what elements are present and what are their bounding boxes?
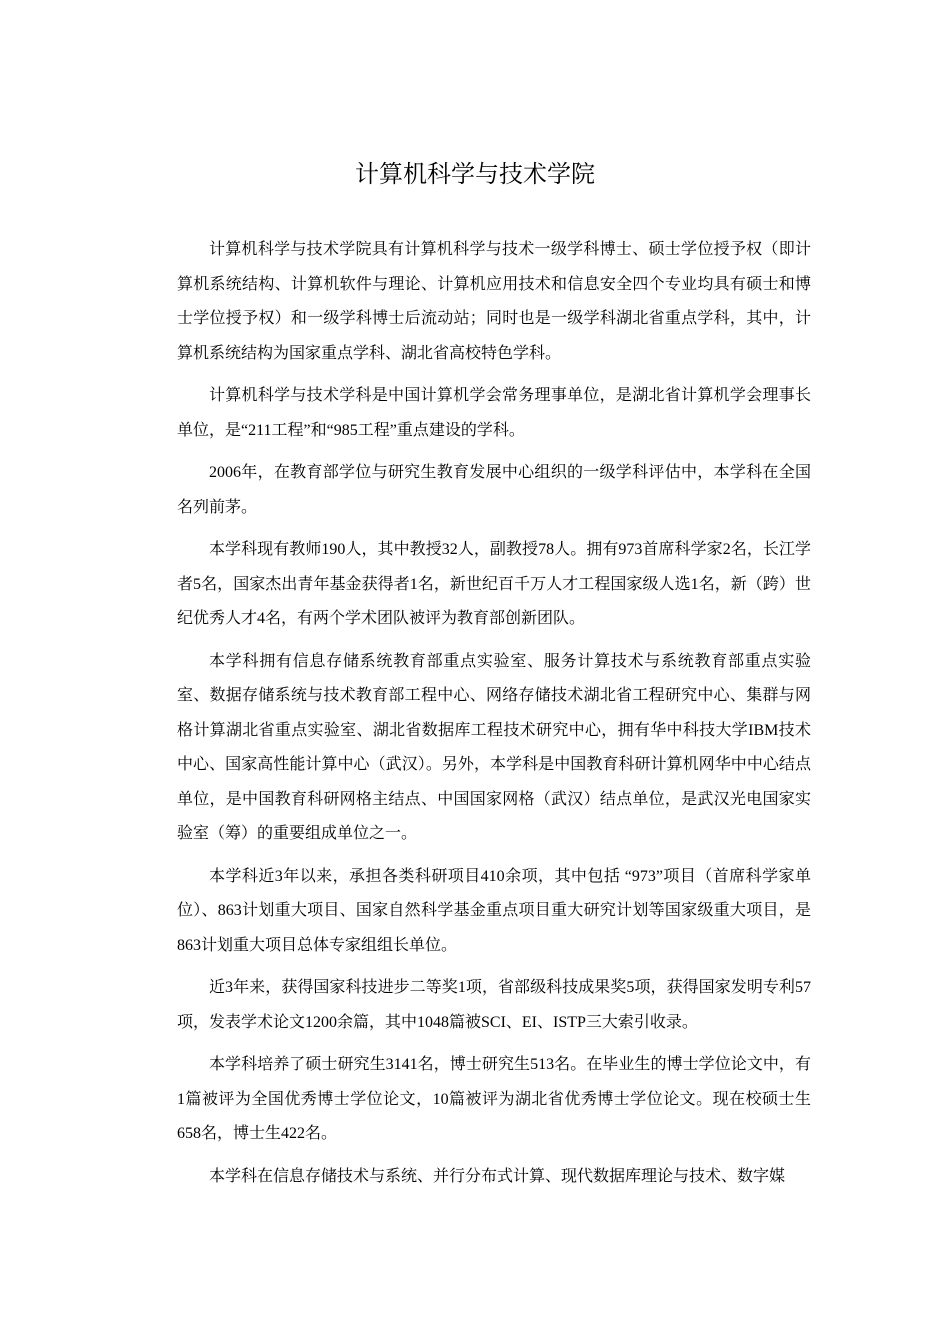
document-title: 计算机科学与技术学院 bbox=[355, 160, 595, 188]
paragraph-research-areas: 本学科在信息存储技术与系统、并行分布式计算、现代数据库理论与技术、数字媒 bbox=[209, 1167, 786, 1185]
paragraph-graduates: 本学科培养了硕士研究生3141名，博士研究生513名。在毕业生的博士学位论文中，有1篇被评为全国优秀博士学位论文，10篇被评为湖北省优秀博士学位论文。现在校硕士生658名，博士生422名。 bbox=[177, 1056, 811, 1142]
paragraph-society-membership: 计算机科学与技术学科是中国计算机学会常务理事单位，是湖北省计算机学会理事长单位，是“211工程”和“985工程”重点建设的学科。 bbox=[177, 387, 811, 439]
paragraph-evaluation: 2006年，在教育部学位与研究生教育发展中心组织的一级学科评估中，本学科在全国名列前茅。 bbox=[177, 464, 811, 516]
paragraph-faculty: 本学科现有教师190人，其中教授32人，副教授78人。拥有973首席科学家2名，长江学者5名，国家杰出青年基金获得者1名，新世纪百千万人才工程国家级人选1名，新（跨）世纪优秀人才4名，有两个学术团队被评为教育部创新团队。 bbox=[177, 541, 811, 627]
paragraph-laboratories: 本学科拥有信息存储系统教育部重点实验室、服务计算技术与系统教育部重点实验室、数据存储系统与技术教育部工程中心、网络存储技术湖北省工程研究中心、集群与网格计算湖北省重点实验室、湖北省数据库工程技术研究中心，拥有华中科技大学IBM技术中心、国家高性能计算中心（武汉）。另外，本学科是中国教育科研计算机网华中中心结点单位，是中国教育科研网格主结点、中国国家网格（武汉）结点单位，是武汉光电国家实验室（筹）的重要组成单位之一。 bbox=[177, 652, 811, 842]
paragraph-research-projects: 本学科近3年以来，承担各类科研项目410余项，其中包括 “973”项目（首席科学家单位）、863计划重大项目、国家自然科学基金重点项目重大研究计划等国家级重大项目，是863计划重大项目总体专家组组长单位。 bbox=[177, 867, 811, 954]
paragraph-degree-rights: 计算机科学与技术学院具有计算机科学与技术一级学科博士、硕士学位授予权（即计算机系统结构、计算机软件与理论、计算机应用技术和信息安全四个专业均具有硕士和博士学位授予权）和一级学科博士后流动站；同时也是一级学科湖北省重点学科，其中，计算机系统结构为国家重点学科、湖北省高校特色学科。 bbox=[177, 241, 811, 362]
paragraph-awards: 近3年来，获得国家科技进步二等奖1项，省部级科技成果奖5项，获得国家发明专利57项，发表学术论文1200余篇，其中1048篇被SCI、EI、ISTP三大索引收录。 bbox=[177, 979, 811, 1031]
document-body bbox=[177, 233, 811, 1202]
